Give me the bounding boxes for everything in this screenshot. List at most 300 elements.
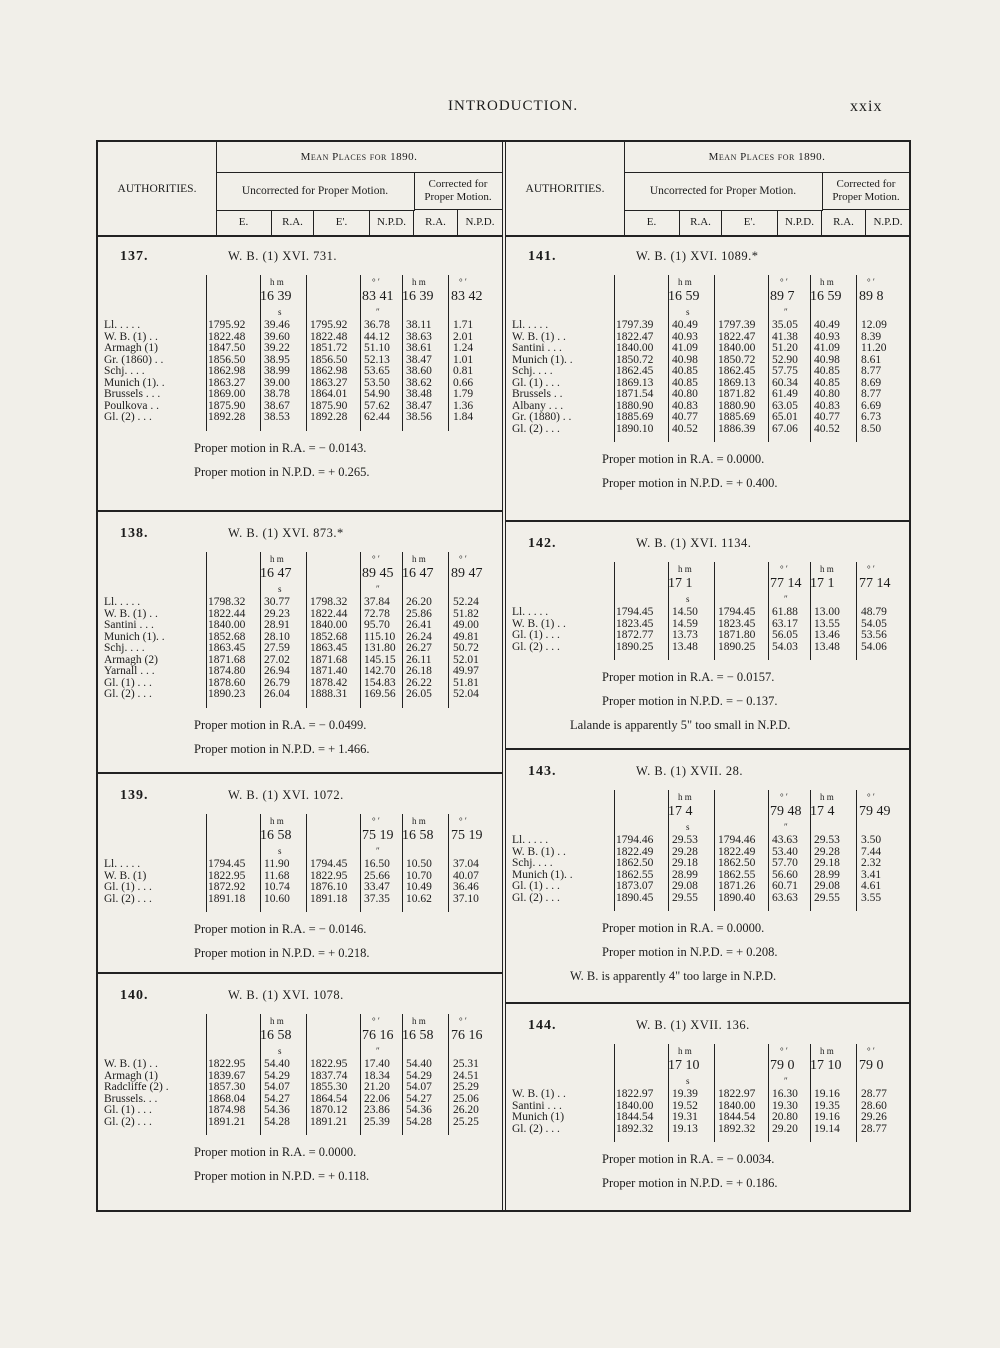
entry-note: Lalande is apparently 5" too small in N.P.D. [570, 718, 791, 732]
npd-degrees: 79 48 [770, 804, 802, 819]
units-s: s [686, 1076, 690, 1086]
npd-seconds: 37.35 [364, 892, 390, 905]
epoch-ra: 1868.04 [208, 1092, 246, 1105]
npd-seconds: 52.90 [772, 353, 798, 366]
ra-seconds: 11.90 [264, 858, 290, 870]
authority-name: Munich (1). . [512, 353, 573, 366]
authority-name: W. B. (1) . . [104, 330, 158, 343]
ra-seconds: 29.18 [672, 857, 698, 869]
table-row [506, 618, 910, 630]
authority-name: Gl. (1) . . . [512, 376, 560, 389]
units-hm-corrected: h m [412, 554, 426, 564]
npd-corrected: 11.20 [861, 342, 887, 354]
star-entry [98, 774, 502, 974]
epoch-npd: 1892.28 [310, 411, 348, 423]
corrected-heading [414, 172, 502, 210]
epoch-npd: 1871.68 [310, 653, 348, 666]
table-row [506, 606, 910, 618]
units-deg-corrected: ° ′ [867, 792, 875, 802]
npd-seconds: 154.83 [364, 676, 396, 689]
epoch-npd: 1851.72 [310, 342, 348, 354]
wb-designation: W. B. (1) XVI. 873.* [228, 526, 344, 540]
ra-seconds: 40.85 [672, 365, 698, 377]
npd-corrected: 54.06 [861, 640, 887, 653]
table-header [98, 142, 502, 237]
star-number: 142. [528, 536, 557, 551]
ra-corrected: 26.27 [406, 642, 432, 654]
ra-corrected: 28.99 [814, 868, 840, 881]
corrected-heading-line2: Proper Motion. [832, 191, 900, 203]
authority-name: Poulkova . . [104, 399, 159, 412]
npd-seconds: 54.90 [364, 388, 390, 400]
units-s: s [686, 594, 690, 604]
units-hm: h m [270, 1016, 284, 1026]
npd-seconds: 57.70 [772, 857, 798, 869]
ra-corrected: 38.47 [406, 353, 432, 366]
sub-e: E. [216, 210, 272, 235]
proper-motion-ra: Proper motion in R.A. = − 0.0034. [602, 1152, 775, 1166]
epoch-npd: 1890.40 [718, 891, 756, 904]
proper-motion-npd: Proper motion in N.P.D. = − 0.137. [602, 694, 778, 708]
ra-corrected: 38.60 [406, 365, 432, 377]
npd-corrected: 1.71 [453, 319, 474, 331]
npd-degrees-corrected: 79 0 [859, 1058, 884, 1073]
ra-hours-corrected: 17 4 [810, 804, 835, 819]
ra-seconds: 39.46 [264, 319, 290, 331]
table-row [506, 880, 910, 892]
authority-name: Munich (1). . [512, 868, 573, 881]
ra-seconds: 38.99 [264, 365, 290, 377]
authority-name: W. B. (1) . . [512, 330, 566, 343]
npd-corrected: 53.56 [861, 629, 887, 641]
npd-corrected: 1.01 [453, 353, 474, 366]
authorities-heading: AUTHORITIES. [506, 142, 625, 235]
units-arcsec: ″ [784, 307, 788, 317]
epoch-npd: 1871.40 [310, 665, 348, 677]
ra-hours: 16 39 [260, 289, 292, 304]
npd-degrees: 79 0 [770, 1058, 795, 1073]
ra-corrected: 38.47 [406, 399, 432, 412]
table-row [506, 1111, 910, 1123]
table-row [98, 596, 502, 608]
npd-corrected: 1.79 [453, 388, 474, 400]
authority-name: Gl. (2) . . . [512, 640, 560, 653]
epoch-npd: 1822.47 [718, 330, 756, 343]
ra-seconds: 14.50 [672, 606, 698, 618]
epoch-ra: 1822.49 [616, 845, 654, 858]
units-hm: h m [270, 554, 284, 564]
ra-seconds: 26.04 [264, 688, 290, 700]
units-hm: h m [678, 564, 692, 574]
ra-corrected: 19.14 [814, 1122, 840, 1135]
table-row [98, 377, 502, 389]
table-row [506, 641, 910, 653]
running-head-title: INTRODUCTION. [448, 98, 579, 114]
npd-seconds: 41.38 [772, 330, 798, 343]
authority-name: Gl. (1) . . . [512, 880, 560, 892]
epoch-ra: 1822.44 [208, 607, 246, 620]
ra-hours: 16 58 [260, 1028, 292, 1043]
npd-corrected: 8.39 [861, 330, 882, 343]
epoch-npd: 1891.18 [310, 892, 348, 905]
ra-corrected: 10.49 [406, 881, 432, 893]
ra-hours: 16 47 [260, 566, 292, 581]
sub-npd-corrected: N.P.D. [873, 216, 903, 228]
ra-hours-corrected: 17 1 [810, 576, 835, 591]
ra-hours-corrected: 16 39 [402, 289, 434, 304]
epoch-npd: 1822.95 [310, 869, 348, 882]
units-arcsec: ″ [784, 822, 788, 832]
ra-seconds: 30.77 [264, 596, 290, 608]
npd-seconds: 61.88 [772, 606, 798, 618]
units-deg-corrected: ° ′ [867, 1046, 875, 1056]
ra-corrected: 38.62 [406, 376, 432, 389]
sub-npd: N.P.D. [778, 210, 822, 235]
npd-seconds: 16.30 [772, 1088, 798, 1100]
ra-seconds: 13.73 [672, 629, 698, 641]
ra-seconds: 19.52 [672, 1099, 698, 1112]
ra-corrected: 54.36 [406, 1104, 432, 1116]
star-entry [98, 974, 502, 1212]
npd-degrees-corrected: 79 49 [859, 804, 891, 819]
table-row [98, 665, 502, 677]
ra-corrected: 13.46 [814, 629, 840, 641]
authority-name: Brussels . . . [104, 388, 161, 400]
ra-seconds: 19.31 [672, 1111, 698, 1123]
ra-seconds: 54.40 [264, 1058, 290, 1070]
sub-e2: E'. [722, 210, 778, 235]
ra-seconds: 13.48 [672, 640, 698, 653]
npd-degrees-corrected: 77 14 [859, 576, 891, 591]
epoch-npd: 1871.80 [718, 629, 756, 641]
ra-seconds: 38.78 [264, 388, 290, 400]
npd-degrees-corrected: 75 19 [451, 828, 483, 843]
ra-seconds: 10.74 [264, 881, 290, 893]
npd-degrees: 89 45 [362, 566, 394, 581]
npd-corrected: 8.61 [861, 353, 882, 366]
star-entry [506, 1004, 910, 1212]
epoch-npd: 1869.13 [718, 376, 756, 389]
npd-corrected: 2.01 [453, 330, 474, 343]
epoch-npd: 1876.10 [310, 881, 348, 893]
authority-name: Munich (1). . [104, 376, 165, 389]
npd-corrected: 25.31 [453, 1058, 479, 1070]
units-deg: ° ′ [780, 1046, 788, 1056]
units-hm: h m [270, 816, 284, 826]
units-hm-corrected: h m [820, 792, 834, 802]
units-arcsec: ″ [784, 1076, 788, 1086]
npd-seconds: 57.75 [772, 365, 798, 377]
npd-corrected: 1.36 [453, 399, 474, 412]
proper-motion-npd: Proper motion in N.P.D. = + 0.400. [602, 476, 778, 490]
authority-name: Munich (1) [512, 1111, 565, 1123]
star-entry [98, 512, 502, 774]
epoch-npd: 1862.45 [718, 365, 756, 377]
ra-seconds: 40.85 [672, 376, 698, 389]
npd-corrected: 50.72 [453, 642, 479, 654]
npd-seconds: 53.40 [772, 845, 798, 858]
epoch-npd: 1892.32 [718, 1122, 756, 1135]
epoch-ra: 1840.00 [208, 619, 246, 631]
ra-seconds: 26.79 [264, 676, 290, 689]
authority-name: Gl. (2) . . . [512, 422, 560, 435]
epoch-npd: 1797.39 [718, 319, 756, 331]
epoch-ra: 1822.97 [616, 1088, 654, 1100]
epoch-npd: 1822.97 [718, 1088, 756, 1100]
proper-motion-npd: Proper motion in N.P.D. = + 0.208. [602, 945, 778, 959]
epoch-ra: 1890.23 [208, 688, 246, 700]
npd-seconds: 29.20 [772, 1122, 798, 1135]
wb-designation: W. B. (1) XVI. 1089.* [636, 249, 759, 263]
table-row [506, 411, 910, 423]
units-deg: ° ′ [780, 277, 788, 287]
ra-corrected: 26.22 [406, 676, 432, 689]
npd-seconds: 19.30 [772, 1099, 798, 1112]
npd-corrected: 3.50 [861, 834, 882, 846]
ra-corrected: 38.61 [406, 342, 432, 354]
ra-seconds: 27.59 [264, 642, 290, 654]
epoch-ra: 1798.32 [208, 596, 246, 608]
ra-hours: 16 59 [668, 289, 700, 304]
epoch-npd: 1794.45 [718, 606, 756, 618]
table-row [506, 377, 910, 389]
epoch-npd: 1850.72 [718, 353, 756, 366]
units-arcsec: ″ [376, 846, 380, 856]
ra-hours-corrected: 16 59 [810, 289, 842, 304]
authority-name: Santini . . . [512, 1099, 562, 1112]
units-hm-corrected: h m [820, 277, 834, 287]
corrected-heading [822, 172, 910, 210]
ra-seconds: 41.09 [672, 342, 698, 354]
epoch-ra: 1891.21 [208, 1115, 246, 1128]
ra-corrected: 54.29 [406, 1069, 432, 1082]
star-number: 139. [120, 788, 149, 803]
epoch-npd: 1878.42 [310, 676, 348, 689]
ra-hours-corrected: 16 58 [402, 1028, 434, 1043]
npd-seconds: 53.65 [364, 365, 390, 377]
table-row [506, 1088, 910, 1100]
authority-name: Gl. (2) . . . [512, 891, 560, 904]
epoch-npd: 1822.95 [310, 1058, 348, 1070]
npd-seconds: 60.71 [772, 880, 798, 892]
units-deg: ° ′ [372, 277, 380, 287]
npd-corrected: 37.10 [453, 892, 479, 905]
table-row [506, 629, 910, 641]
star-entry [506, 235, 910, 522]
npd-seconds: 95.70 [364, 619, 390, 631]
ra-corrected: 38.48 [406, 388, 432, 400]
star-table [98, 1014, 502, 1135]
epoch-npd: 1862.55 [718, 868, 756, 881]
npd-corrected: 51.81 [453, 676, 479, 689]
corrected-heading-line2: Proper Motion. [424, 191, 492, 203]
table-row [98, 893, 502, 905]
epoch-ra: 1875.90 [208, 399, 246, 412]
table-row [506, 342, 910, 354]
proper-motion-ra: Proper motion in R.A. = − 0.0157. [602, 670, 775, 684]
ra-corrected: 40.52 [814, 422, 840, 435]
epoch-npd: 1863.45 [310, 642, 348, 654]
table-row [98, 354, 502, 366]
npd-corrected: 37.04 [453, 858, 479, 870]
epoch-npd: 1864.01 [310, 388, 348, 400]
units-hm-corrected: h m [820, 1046, 834, 1056]
npd-corrected: 54.05 [861, 617, 887, 630]
npd-seconds: 35.05 [772, 319, 798, 331]
units-deg-corrected: ° ′ [459, 1016, 467, 1026]
npd-corrected: 7.44 [861, 845, 882, 858]
ra-corrected: 19.16 [814, 1111, 840, 1123]
npd-corrected: 8.69 [861, 376, 882, 389]
authority-name: Albany . . . [512, 399, 564, 412]
ra-corrected: 26.18 [406, 665, 432, 677]
npd-corrected: 40.07 [453, 869, 479, 882]
ra-seconds: 40.52 [672, 422, 698, 435]
epoch-ra: 1794.45 [208, 858, 246, 870]
ra-seconds: 29.08 [672, 880, 698, 892]
epoch-ra: 1839.67 [208, 1069, 246, 1082]
ra-seconds: 27.02 [264, 653, 290, 666]
epoch-npd: 1870.12 [310, 1104, 348, 1116]
npd-corrected: 48.79 [861, 606, 887, 618]
units-hm-corrected: h m [412, 277, 426, 287]
ra-corrected: 38.56 [406, 411, 432, 423]
wb-designation: W. B. (1) XVI. 731. [228, 249, 338, 263]
epoch-ra: 1892.32 [616, 1122, 654, 1135]
ra-seconds: 19.13 [672, 1122, 698, 1135]
epoch-ra: 1871.68 [208, 653, 246, 666]
authorities-heading: AUTHORITIES. [98, 142, 217, 235]
npd-corrected: 6.73 [861, 411, 882, 423]
ra-seconds: 54.36 [264, 1104, 290, 1116]
table-row [98, 631, 502, 643]
star-table [506, 562, 910, 660]
ra-corrected: 29.55 [814, 891, 840, 904]
ra-seconds: 29.23 [264, 607, 290, 620]
npd-corrected: 49.81 [453, 630, 479, 643]
epoch-ra: 1890.10 [616, 422, 654, 435]
star-table [506, 1044, 910, 1142]
epoch-ra: 1872.92 [208, 881, 246, 893]
ra-seconds: 40.98 [672, 353, 698, 366]
ra-corrected: 13.48 [814, 640, 840, 653]
units-hm-corrected: h m [412, 1016, 426, 1026]
table-row [506, 834, 910, 846]
mean-places-heading: Mean Places for 1890. [216, 142, 502, 173]
epoch-ra: 1873.07 [616, 880, 654, 892]
epoch-ra: 1863.45 [208, 642, 246, 654]
authority-name: Brussels . . [512, 388, 563, 400]
uncorrected-heading: Uncorrected for Proper Motion. [624, 172, 823, 211]
ra-corrected: 26.41 [406, 619, 432, 631]
ra-corrected: 29.53 [814, 834, 840, 846]
ra-seconds: 38.53 [264, 411, 290, 423]
ra-corrected: 41.09 [814, 342, 840, 354]
authority-name: Santini . . . [104, 619, 154, 631]
ra-corrected: 29.08 [814, 880, 840, 892]
ra-hours-corrected: 16 47 [402, 566, 434, 581]
star-entry [506, 750, 910, 1004]
epoch-npd: 1840.00 [718, 342, 756, 354]
ra-corrected: 40.80 [814, 388, 840, 400]
uncorrected-heading: Uncorrected for Proper Motion. [216, 172, 415, 211]
epoch-ra: 1891.18 [208, 892, 246, 905]
epoch-ra: 1871.54 [616, 388, 654, 400]
ra-seconds: 19.39 [672, 1088, 698, 1100]
ra-seconds: 39.22 [264, 342, 290, 354]
epoch-npd: 1795.92 [310, 319, 348, 331]
npd-seconds: 36.78 [364, 319, 390, 331]
table-row [98, 365, 502, 377]
authority-name: Ll. . . . . [512, 319, 549, 331]
npd-corrected: 25.25 [453, 1115, 479, 1128]
ra-seconds: 14.59 [672, 617, 698, 630]
epoch-npd: 1822.49 [718, 845, 756, 858]
authority-name: Ll. . . . . [512, 834, 549, 846]
npd-seconds: 44.12 [364, 330, 390, 343]
units-deg-corrected: ° ′ [867, 564, 875, 574]
ra-seconds: 29.28 [672, 845, 698, 858]
ra-corrected: 40.93 [814, 330, 840, 343]
authority-name: Gl. (1) . . . [512, 629, 560, 641]
epoch-ra: 1890.25 [616, 640, 654, 653]
npd-seconds: 37.84 [364, 596, 390, 608]
units-hm: h m [678, 1046, 692, 1056]
wb-designation: W. B. (1) XVI. 1134. [636, 536, 752, 550]
ra-seconds: 39.00 [264, 376, 290, 389]
npd-degrees: 83 41 [362, 289, 394, 304]
authority-name: Armagh (1) [104, 1069, 158, 1082]
table-row [98, 654, 502, 666]
npd-degrees-corrected: 89 47 [451, 566, 483, 581]
authority-name: Ll. . . . . [104, 596, 141, 608]
epoch-ra: 1857.30 [208, 1081, 246, 1093]
epoch-npd: 1794.45 [310, 858, 348, 870]
units-s: s [278, 584, 282, 594]
ra-corrected: 40.77 [814, 411, 840, 423]
star-entry [506, 522, 910, 750]
ra-corrected: 13.55 [814, 617, 840, 630]
proper-motion-npd: Proper motion in N.P.D. = + 0.186. [602, 1176, 778, 1190]
wb-designation: W. B. (1) XVI. 1078. [228, 988, 344, 1002]
table-row [506, 857, 910, 869]
ra-corrected: 26.24 [406, 630, 432, 643]
proper-motion-ra: Proper motion in R.A. = − 0.0146. [194, 922, 367, 936]
ra-seconds: 39.60 [264, 330, 290, 343]
epoch-npd: 1871.82 [718, 388, 756, 400]
ra-corrected: 26.05 [406, 688, 432, 700]
star-number: 144. [528, 1018, 557, 1033]
table-row [506, 423, 910, 435]
epoch-npd: 1822.48 [310, 330, 348, 343]
table-row [98, 677, 502, 689]
ra-corrected: 40.83 [814, 399, 840, 412]
npd-seconds: 145.15 [364, 653, 396, 666]
ra-seconds: 40.83 [672, 399, 698, 412]
npd-corrected: 28.77 [861, 1088, 887, 1100]
ra-corrected: 38.63 [406, 330, 432, 343]
star-table [506, 275, 910, 442]
authority-name: Santini . . . [512, 342, 562, 354]
ra-corrected: 40.49 [814, 319, 840, 331]
table-row [506, 1100, 910, 1112]
sub-ra-corrected: R.A. [822, 210, 866, 235]
epoch-ra: 1822.48 [208, 330, 246, 343]
epoch-npd: 1852.68 [310, 630, 348, 643]
ra-corrected: 38.11 [406, 319, 432, 331]
epoch-ra: 1862.45 [616, 365, 654, 377]
npd-corrected: 6.69 [861, 399, 882, 412]
